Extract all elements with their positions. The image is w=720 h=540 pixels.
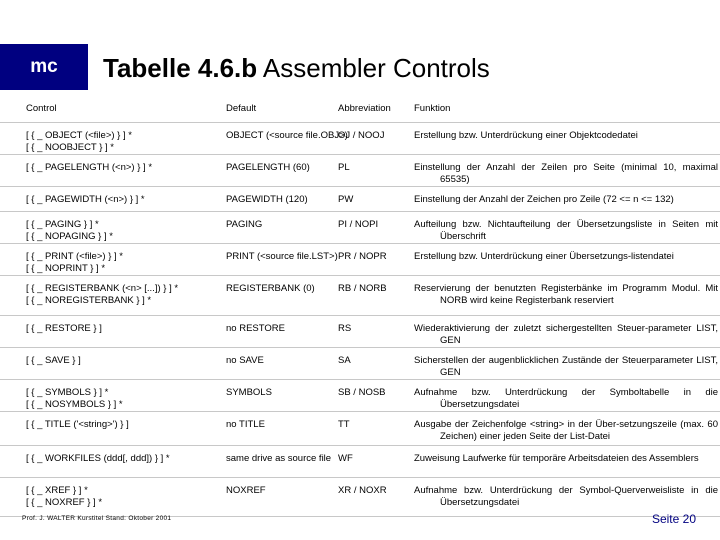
cell-default: no RESTORE [226,323,285,334]
table-row [0,316,720,348]
cell-control: [ { _ PAGELENGTH (<n>) } ] * [26,162,153,173]
table-header-row [0,96,720,123]
table-row [0,187,720,212]
cell-control: [ { _ SAVE } ] [26,355,81,366]
cell-abbreviation: SB / NOSB [338,387,386,398]
header-abbreviation: Abbreviation [338,103,391,114]
cell-default: PRINT (<source file.LST>) [226,251,338,262]
table-row [0,276,720,316]
table-row [0,412,720,446]
footer-author: Prof. J. WALTER Kurstitel Stand: Oktober 2001 [22,515,172,522]
table-row [0,478,720,517]
cell-control: [ { _ PAGING } ] * [ { _ NOPAGING } ] * [26,219,113,242]
header-default: Default [226,103,257,114]
cell-default: SYMBOLS [226,387,272,398]
cell-control: [ { _ PAGEWIDTH (<n>) } ] * [26,194,145,205]
table-row [0,348,720,380]
cell-abbreviation: RS [338,323,352,334]
cell-control: [ { _ XREF } ] * [ { _ NOXREF } ] * [26,485,103,508]
cell-control: [ { _ REGISTERBANK (<n> [...]) } ] * [ { _ NOREGISTERBANK } ] * [26,283,179,306]
cell-funktion: Wiederaktivierung der zuletzt sichergestellten Steuer-parameter LIST, GEN [414,323,718,346]
header-funktion: Funktion [414,103,451,114]
cell-funktion: Sicherstellen der augenblicklichen Zustände der Steuerparameter LIST, GEN [414,355,718,378]
table-row [0,244,720,276]
cell-abbreviation: PR / NOPR [338,251,387,262]
cell-abbreviation: PW [338,194,354,205]
cell-abbreviation: XR / NOXR [338,485,387,496]
cell-abbreviation: PI / NOPI [338,219,379,230]
cell-funktion: Erstellung bzw. Unterdrückung einer Übersetzungs-listendatei [414,251,674,262]
cell-default: PAGING [226,219,263,230]
table-row [0,155,720,187]
table-row [0,123,720,155]
cell-control: [ { _ WORKFILES (ddd[, ddd]) } ] * [26,453,170,464]
cell-default: PAGEWIDTH (120) [226,194,308,205]
cell-abbreviation: WF [338,453,353,464]
header-control: Control [26,103,57,114]
cell-default: same drive as source file [226,453,332,464]
cell-default: OBJECT (<source file.OBJ>) [226,130,348,141]
cell-default: no TITLE [226,419,265,430]
page-title [103,52,490,84]
title-bold: Tabelle 4.6.b [103,53,258,83]
cell-default: NOXREF [226,485,266,496]
controls-table [0,96,720,517]
cell-control: [ { _ PRINT (<file>) } ] * [ { _ NOPRINT } ] * [26,251,123,274]
logo-badge: mc [0,44,88,90]
cell-control: [ { _ RESTORE } ] [26,323,102,334]
cell-default: REGISTERBANK (0) [226,283,315,294]
cell-control: [ { _ SYMBOLS } ] * [ { _ NOSYMBOLS } ] * [26,387,123,410]
cell-funktion: Zuweisung Laufwerke für temporäre Arbeitsdateien des Assemblers [414,453,699,464]
cell-funktion: Ausgabe der Zeichenfolge <string> in der Über-setzungszeile (max. 60 Zeichen) einer jeden Seite der List-Datei [414,419,718,442]
cell-funktion: Aufnahme bzw. Unterdrückung der Symboltabelle in die Übersetzungsdatei [414,387,718,410]
cell-funktion: Einstellung der Anzahl der Zeichen pro Zeile (72 <= n <= 132) [414,194,674,205]
cell-abbreviation: PL [338,162,350,173]
table-row [0,380,720,412]
cell-default: no SAVE [226,355,264,366]
title-rest: Assembler Controls [257,53,490,83]
table-row [0,212,720,244]
cell-funktion: Einstellung der Anzahl der Zeilen pro Seite (minimal 10, maximal 65535) [414,162,718,185]
cell-funktion: Aufnahme bzw. Unterdrückung der Symbol-Querverweisliste in die Übersetzungsdatei [414,485,718,508]
cell-abbreviation: SA [338,355,351,366]
cell-control: [ { _ OBJECT (<file>) } ] * [ { _ NOOBJECT } ] * [26,130,132,153]
cell-abbreviation: RB / NORB [338,283,387,294]
footer-page-number: Seite 20 [651,512,696,526]
cell-funktion: Reservierung der benutzten Registerbänke im Programm Modul. Mit NORB wird keine Registerbank reserviert [414,283,718,306]
cell-control: [ { _ TITLE ('<string>') } ] [26,419,129,430]
cell-funktion: Aufteilung bzw. Nichtaufteilung der Übersetzungsliste in Seiten mit Überschrift [414,219,718,242]
table-row [0,446,720,478]
cell-default: PAGELENGTH (60) [226,162,310,173]
cell-funktion: Erstellung bzw. Unterdrückung einer Objektcodedatei [414,130,638,141]
cell-abbreviation: TT [338,419,350,430]
cell-abbreviation: OJ / NOOJ [338,130,385,141]
